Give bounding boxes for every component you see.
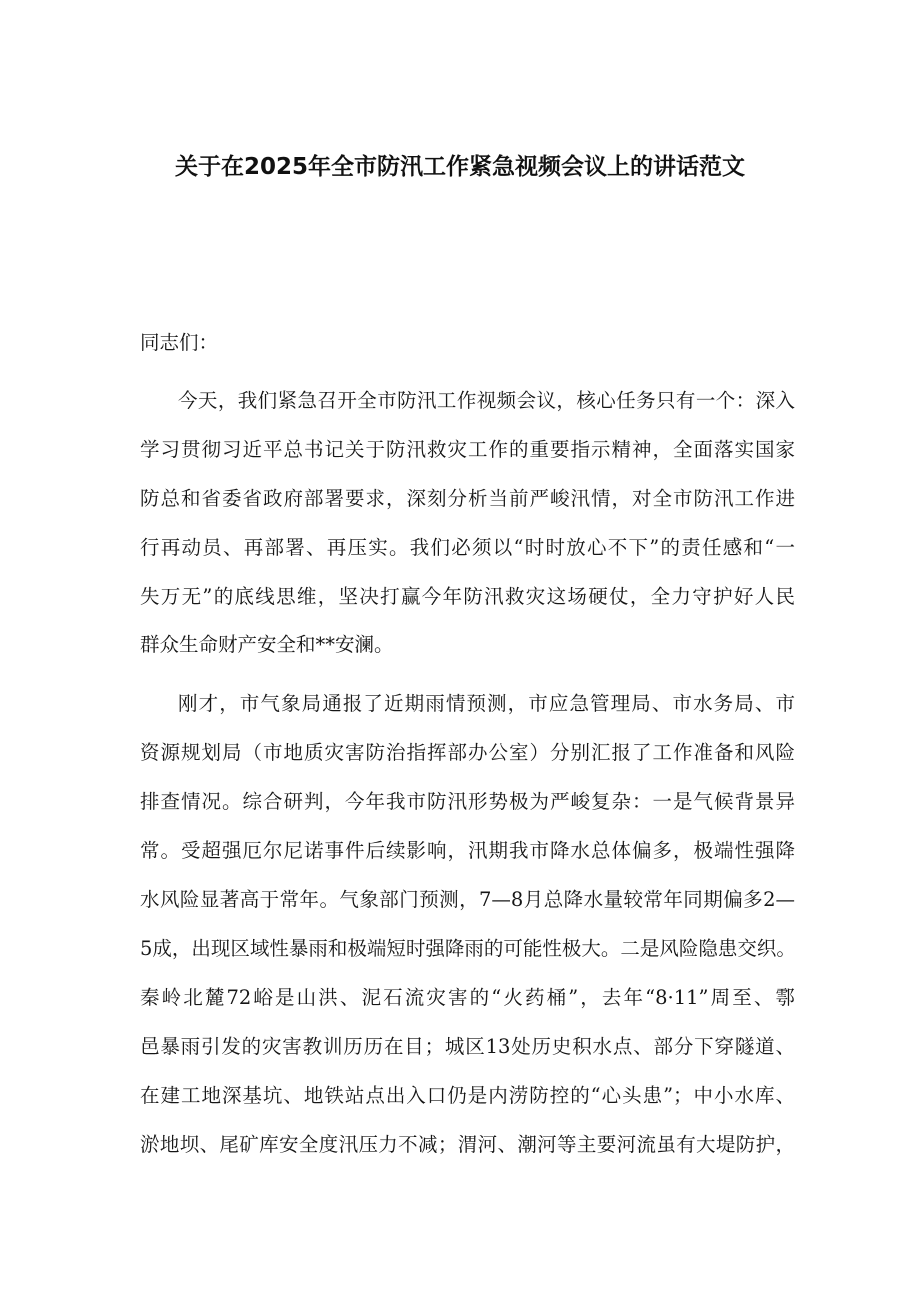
paragraph-line: 排查情况。综合研判，今年我市防汛形势极为严峻复杂：一是气候背景异 bbox=[140, 790, 795, 813]
paragraph-line: 淤地坝、尾矿库安全度汛压力不减；渭河、潮河等主要河流虽有大堤防护， bbox=[140, 1133, 795, 1156]
paragraph-line: 失万无”的底线思维，坚决打赢今年防汛救灾这场硬仗，全力守护好人民 bbox=[140, 585, 795, 608]
salutation: 同志们： bbox=[140, 331, 219, 354]
paragraph-line: 防总和省委省政府部署要求，深刻分析当前严峻汛情，对全市防汛工作进 bbox=[140, 487, 795, 510]
paragraph-line: 在建工地深基坑、地铁站点出入口仍是内涝防控的“心头患”；中小水库、 bbox=[140, 1084, 795, 1107]
document-title: 关于在2025年全市防汛工作紧急视频会议上的讲话范文 bbox=[174, 154, 745, 180]
paragraph-line: 资源规划局（市地质灾害防治指挥部办公室）分别汇报了工作准备和风险 bbox=[140, 741, 795, 764]
paragraph-line: 5成，出现区域性暴雨和极端短时强降雨的可能性极大。二是风险隐患交织。 bbox=[140, 937, 796, 960]
paragraph-line: 秦岭北麓72峪是山洪、泥石流灾害的“火药桶”，去年“8·11”周至、鄠 bbox=[140, 986, 795, 1009]
paragraph-line: 水风险显著高于常年。气象部门预测，7—8月总降水量较常年同期偏多2— bbox=[140, 888, 795, 911]
paragraph-line: 群众生命财产安全和**安澜。 bbox=[140, 633, 394, 656]
paragraph-line: 邑暴雨引发的灾害教训历历在目；城区13处历史积水点、部分下穿隧道、 bbox=[140, 1035, 795, 1058]
paragraph-line: 常。受超强厄尔尼诺事件后续影响，汛期我市降水总体偏多，极端性强降 bbox=[140, 839, 795, 862]
paragraph-line: 刚才，市气象局通报了近期雨情预测，市应急管理局、市水务局、市 bbox=[178, 692, 795, 715]
paragraph-line: 今天，我们紧急召开全市防汛工作视频会议，核心任务只有一个：深入 bbox=[178, 389, 795, 412]
paragraph-line: 行再动员、再部署、再压实。我们必须以“时时放心不下”的责任感和“一 bbox=[140, 536, 795, 559]
paragraph-line: 学习贯彻习近平总书记关于防汛救灾工作的重要指示精神，全面落实国家 bbox=[140, 438, 795, 461]
